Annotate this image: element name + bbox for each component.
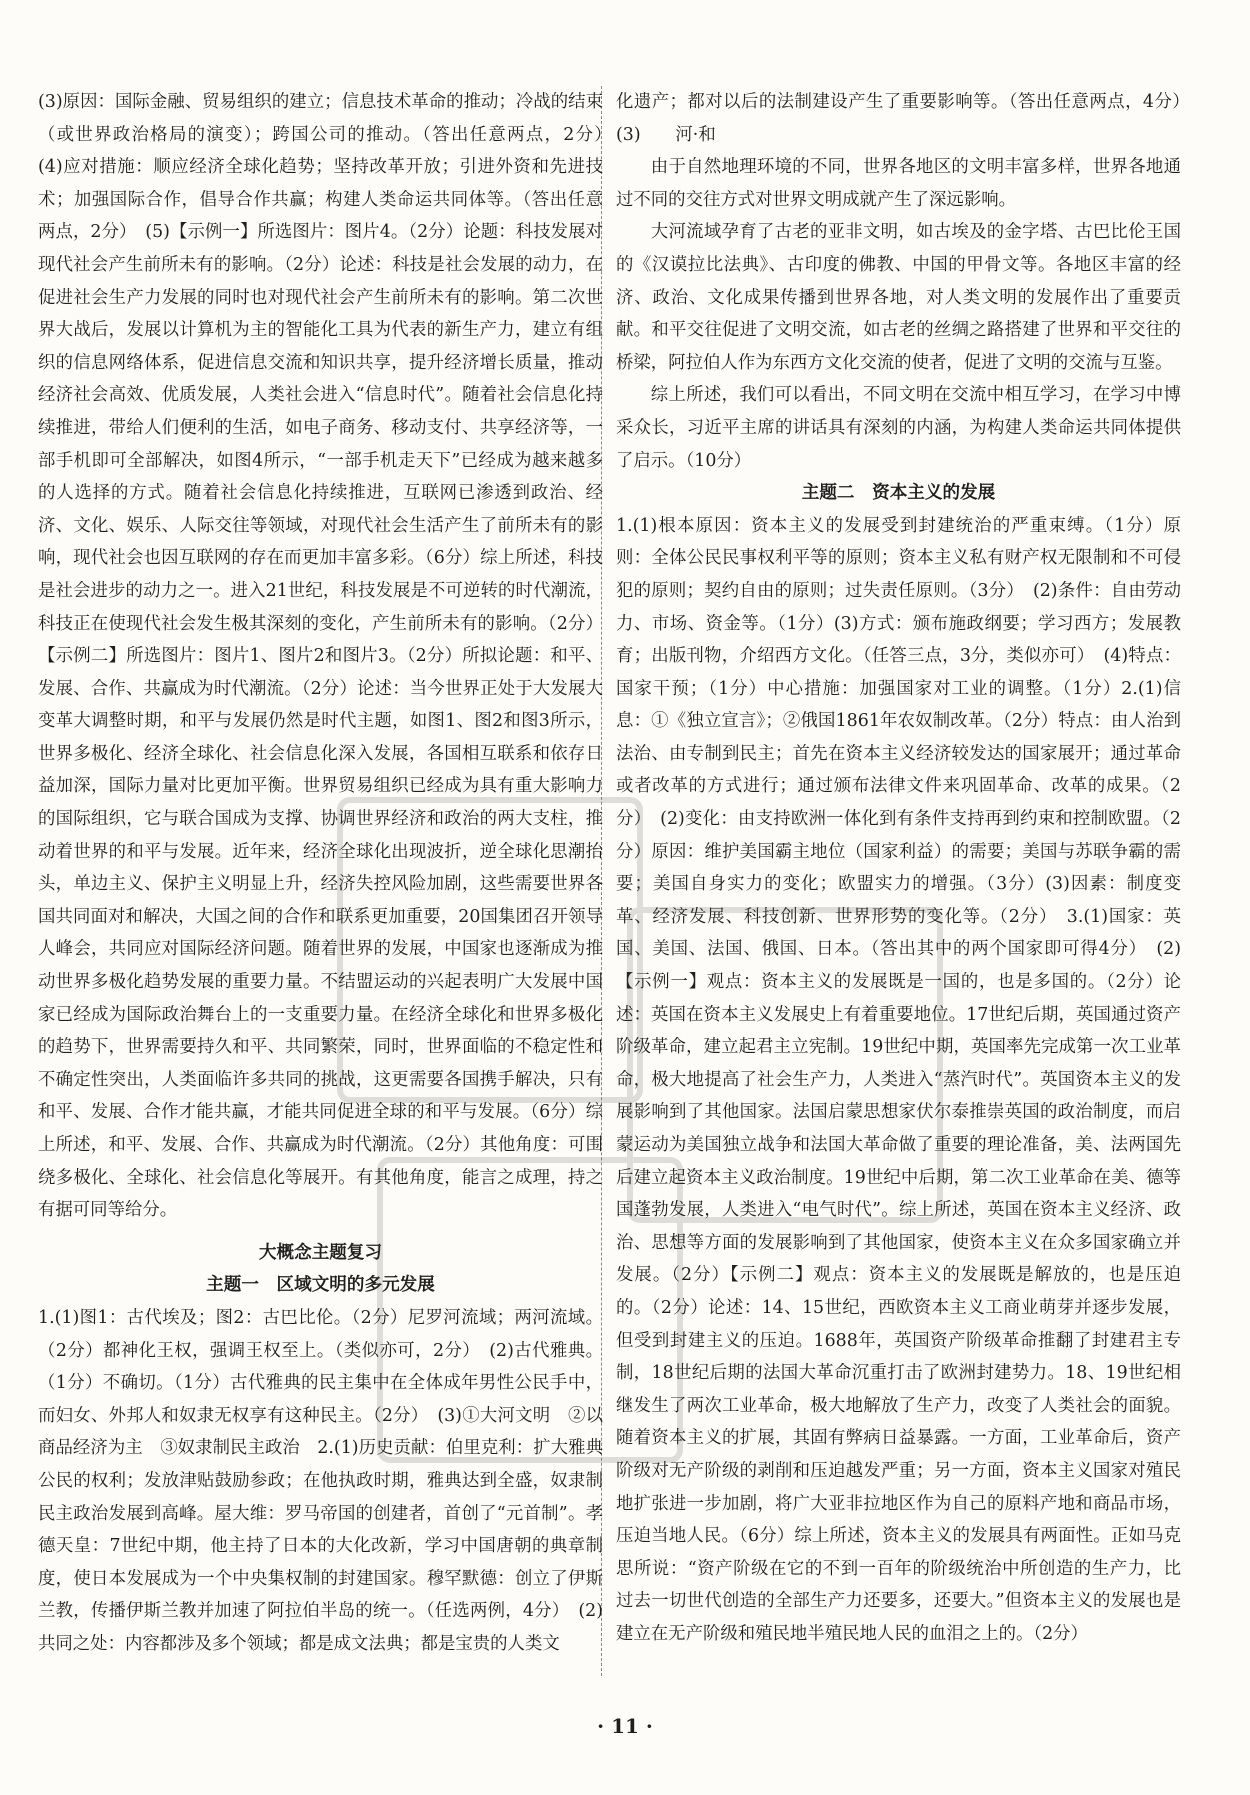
right-column: [616, 86, 1199, 1651]
topic-heading: 主题二 资本主义的发展: [801, 483, 996, 504]
topic-heading: 主题一 区域文明的多元发展: [206, 1275, 435, 1296]
essay-paragraph: 大河流域孕育了古老的亚非文明，如古埃及的金字塔、古巴比伦王国的《汉谟拉比法典》、古印度的佛教、中国的甲骨文等。各地区丰富的经济、政治、文化成果传播到世界各地，对人类文明的发展作出了重要贡献。和平交往促进了文明交流，如古老的丝绸之路搭建了世界和平交往的桥梁，阿拉伯人作为东西方文化交流的使者，促进了文明的交流与互鉴。: [616, 222, 1181, 373]
answer-text-block: 化遗产；都对以后的法制建设产生了重要影响等。（答出任意两点，4分） (3) 河·和: [616, 92, 1199, 145]
answer-text-block: 1.(1)图1：古代埃及；图2：古巴比伦。（2分）尼罗河流域；两河流域。（2分）都神化王权，强调王权至上。（类似亦可，2分） (2)古代雅典。（1分）不确切。（1分）古代雅典的民主集中在全体成年男性公民手中，而妇女、外邦人和奴隶无权享有这种民主。（2分） (3)①大河文明 ②以商品经济为主 ③奴隶制民主政治 2.(1)历史贡献：伯里克利：扩大雅典公民的权利；发放津贴鼓励参政；在他执政时期，雅典达到全盛，奴隶制民主政治发展到高峰。屋大维：罗马帝国的创建者，首创了“元首制”。孝德天皇：7世纪中期，他主持了日本的大化改新，学习中国唐朝的典章制度，使日本发展成为一个中央集权制的封建国家。穆罕默德：创立了伊斯兰教，传播伊斯兰教并加速了阿拉伯半岛的统一。（任选两例，4分） (2)共同之处：内容都涉及多个领域；都是成文法典；都是宝贵的人类文: [38, 1307, 603, 1654]
answer-text-block: (3)原因：国际金融、贸易组织的建立；信息技术革命的推动；冷战的结束（或世界政治格局的演变）；跨国公司的推动。（答出任意两点，2分） (4)应对措施：顺应经济全球化趋势；坚持改革开放；引进外资和先进技术；加强国际合作，倡导合作共赢；构建人类命运共同体等。（答出任意两点，2分） (5)【示例一】所选图片：图片4。（2分）论题：科技发展对现代社会产生前所未有的影响。（2分）论述：科技是社会发展的动力，在促进社会生产力发展的同时也对现代社会产生前所未有的影响。第二次世界大战后，发展以计算机为主的智能化工具为代表的新生产力，建立有组织的信息网络体系，促进信息交流和知识共享，提升经济增长质量，推动经济社会高效、优质发展，人类社会进入“信息时代”。随着社会信息化持续推进，带给人们便利的生活，如电子商务、移动支付、共享经济等，一部手机即可全部解决，如图4所示，“一部手机走天下”已经成为越来越多的人选择的方式。随着社会信息化持续推进，互联网已渗透到政治、经济、文化、娱乐、人际交往等领域，对现代社会生活产生了前所未有的影响，现代社会也因互联网的存在而更加丰富多彩。（6分）综上所述，科技是社会进步的动力之一。进入21世纪，科技发展是不可逆转的时代潮流，科技正在使现代社会发生极其深刻的变化，产生前所未有的影响。（2分）【示例二】所选图片：图片1、图片2和图片3。（2分）所拟论题：和平、发展、合作、共赢成为时代潮流。（2分）论述：当今世界正处于大发展大变革大调整时期，和平与发展仍然是时代主题，如图1、图2和图3所示，世界多极化、经济全球化、社会信息化深入发展，各国相互联系和依存日益加深，国际力量对比更加平衡。世界贸易组织已经成为具有重大影响力的国际组织，它与联合国成为支撑、协调世界经济和政治的两大支柱，推动着世界的和平与发展。近年来，经济全球化出现波折，逆全球化思潮抬头，单边主义、保护主义明显上升，经济失控风险加剧，这些需要世界各国共同面对和解决，大国之间的合作和联系更加重要，20国集团召开领导人峰会，共同应对国际经济问题。随着世界的发展，中国家也逐渐成为推动世界多极化趋势发展的重要力量。不结盟运动的兴起表明广大发展中国家已经成为国际政治舞台上的一支重要力量。在经济全球化和世界多极化的趋势下，世界需要持久和平、共同繁荣，同时，世界面临的不稳定性和不确定性突出，人类面临许多共同的挑战，这更需要各国携手解决，只有和平、发展、合作才能共赢，才能共同促进全球的和平与发展。（6分）综上所述，和平、发展、合作、共赢成为时代潮流。（2分）其他角度：可围绕多极化、全球化、社会信息化等展开。有其他角度，能言之成理，持之有据可同等给分。: [38, 92, 621, 1221]
page-number: · 11 ·: [597, 1714, 653, 1738]
left-column: [38, 86, 621, 1661]
answer-text-block: 1.(1)根本原因：资本主义的发展受到封建统治的严重束缚。（1分）原则：全体公民民事权利平等的原则；资本主义私有财产权无限制和不可侵犯的原则；契约自由的原则；过失责任原则。（3分） (2)条件：自由劳动力、市场、资金等。（1分）(3)方式：颁布施政纲要；学习西方；发展教育；出版刊物，介绍西方文化。（任答三点，3分，类似亦可） (4)特点：国家干预；（1分）中心措施：加强国家对工业的调整。（1分）2.(1)信息：①《独立宣言》；②俄国1861年农奴制改革。（2分）特点：由人治到法治、由专制到民主；首先在资本主义经济较发达的国家展开；通过革命或者改革的方式进行；通过颁布法律文件来巩固革命、改革的成果。（2分） (2)变化：由支持欧洲一体化到有条件支持再到约束和控制欧盟。（2分）原因：维护美国霸主地位（国家利益）的需要；美国与苏联争霸的需要；美国自身实力的变化；欧盟实力的增强。（3分）(3)因素：制度变革、经济发展、科技创新、世界形势的变化等。（2分） 3.(1)国家：英国、美国、法国、俄国、日本。（答出其中的两个国家即可得4分） (2)【示例一】观点：资本主义的发展既是一国的，也是多国的。（2分）论述：英国在资本主义发展史上有着重要地位。17世纪后期，英国通过资产阶级革命，建立起君主立宪制。19世纪中期，英国率先完成第一次工业革命，极大地提高了社会生产力，人类进入“蒸汽时代”。英国资本主义的发展影响到了其他国家。法国启蒙思想家伏尔泰推崇英国的政治制度，而启蒙运动为美国独立战争和法国大革命做了重要的理论准备，美、法两国先后建立起资本主义政治制度。19世纪中后期，第二次工业革命在美、德等国蓬勃发展，人类进入“电气时代”。综上所述，英国在资本主义经济、政治、思想等方面的发展影响到了其他国家，使资本主义在众多国家确立并发展。（2分）【示例二】观点：资本主义的发展既是解放的，也是压迫的。（2分）论述：14、15世纪，西欧资本主义工商业萌芽并逐步发展，但受到封建主义的压迫。1688年，英国资产阶级革命推翻了封建君主专制，18世纪后期的法国大革命沉重打击了欧洲封建势力。18、19世纪相继发生了两次工业革命，极大地解放了生产力，改变了人类社会的面貌。随着资本主义的扩展，其固有弊病日益暴露。一方面，工业革命后，资产阶级对无产阶级的剥削和压迫越发严重；另一方面，资本主义国家对殖民地扩张进一步加剧，将广大亚非拉地区作为自己的原料产地和商品市场，压迫当地人民。（6分）综上所述，资本主义的发展具有两面性。正如马克思所说：“资产阶级在它的不到一百年的阶级统治中所创造的生产力，比过去一切世代创造的全部生产力还要多，还要大。”但资本主义的发展也是建立在无产阶级和殖民地半殖民地人民的血泪之上的。（2分）: [616, 515, 1181, 1644]
essay-paragraph: 由于自然地理环境的不同，世界各地区的文明丰富多样，世界各地通过不同的交往方式对世界文明成就产生了深远影响。: [616, 157, 1181, 210]
section-heading: 大概念主题复习: [258, 1242, 383, 1263]
essay-paragraph: 综上所述，我们可以看出，不同文明在交流中相互学习，在学习中博采众长，习近平主席的讲话具有深刻的内涵，为构建人类命运共同体提供了启示。（10分）: [616, 385, 1181, 471]
